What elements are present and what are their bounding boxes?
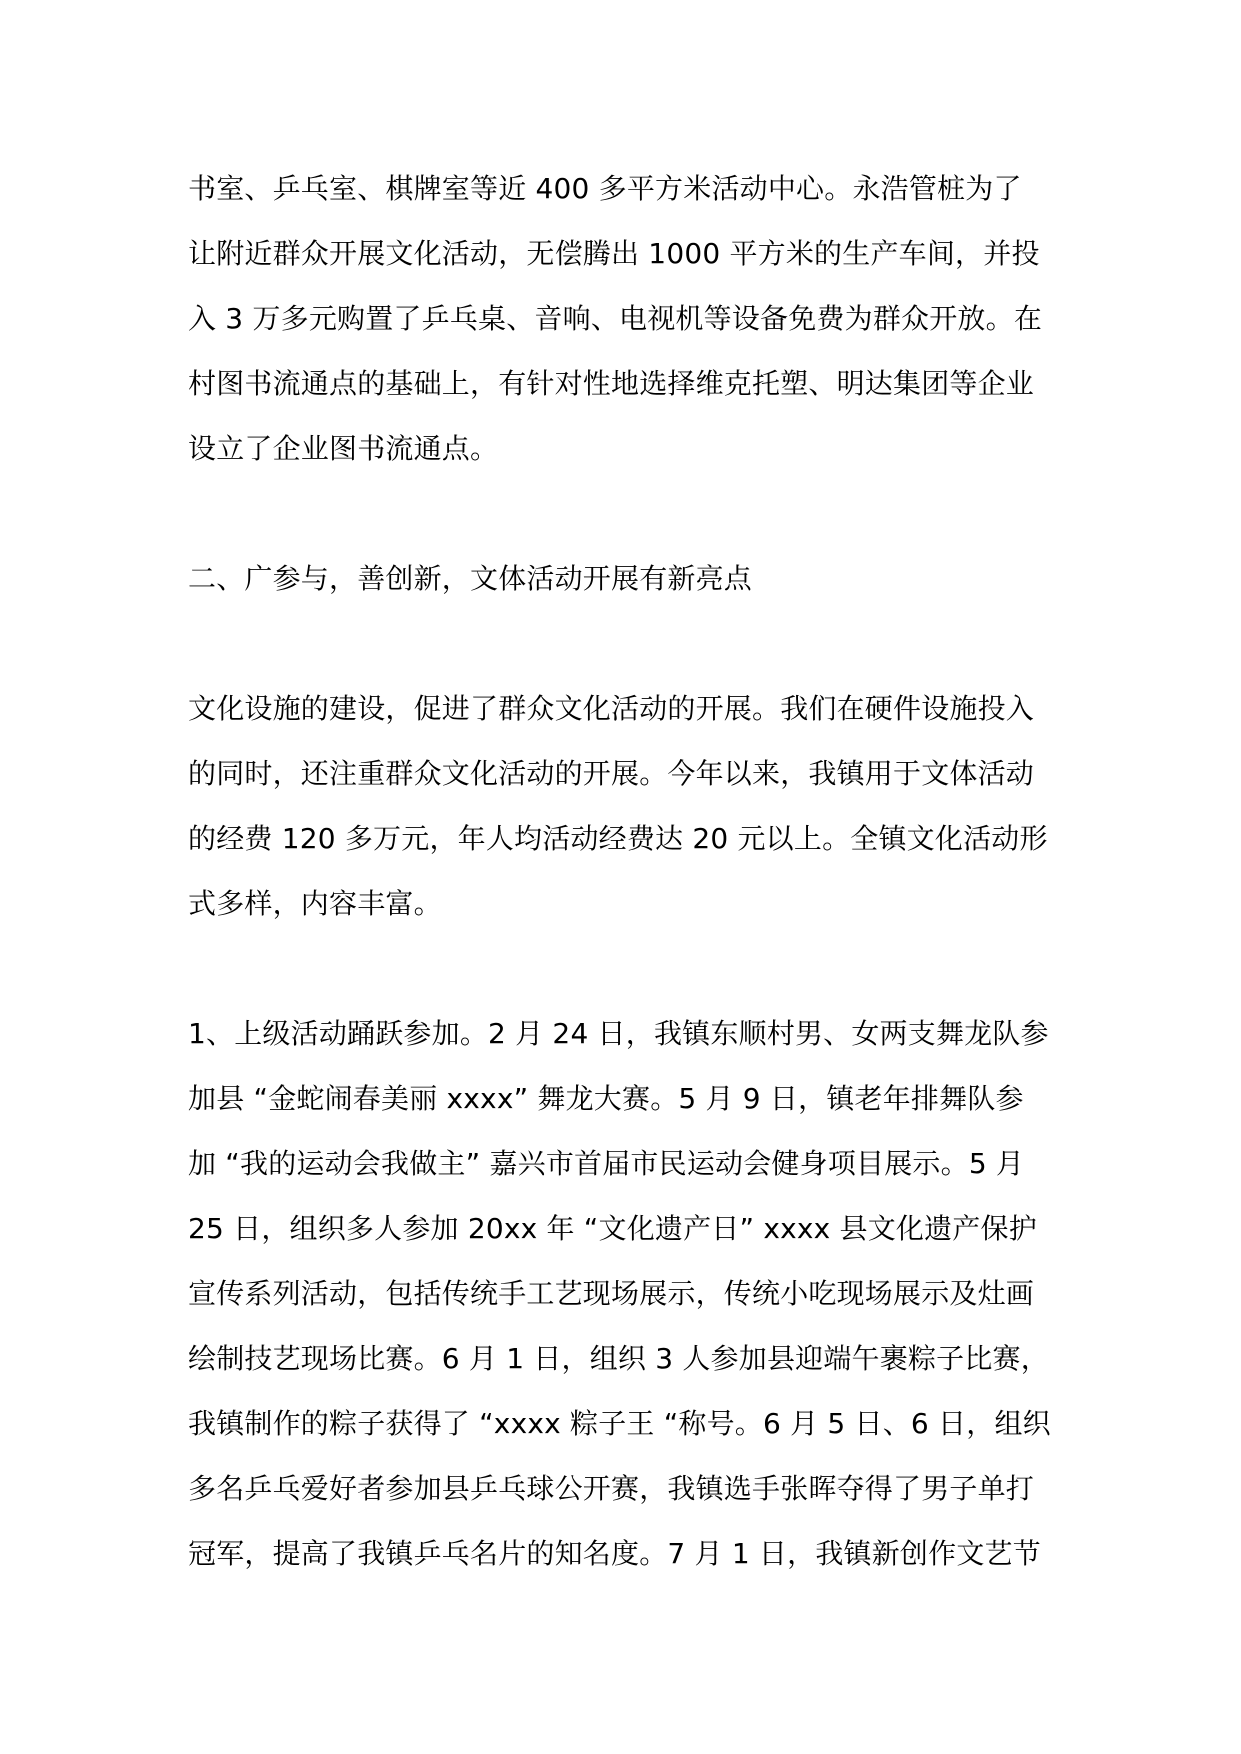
text-line: 的同时，还注重群众文化活动的开展。今年以来，我镇用于文体活动 [188,757,1035,790]
paragraph-facilities [188,156,1068,481]
text-line: 宣传系列活动，包括传统手工艺现场展示，传统小吃现场展示及灶画 [188,1277,1035,1310]
text-line: 加县 “金蛇闹春美丽 xxxx” 舞龙大赛。5 月 9 日，镇老年排舞队参 [188,1082,1024,1115]
text-line: 设立了企业图书流通点。 [188,432,499,465]
paragraph-spacer [188,936,1068,1001]
text-line: 村图书流通点的基础上，有针对性地选择维克托塑、明达集团等企业 [188,367,1035,400]
text-line: 的经费 120 多万元，年人均活动经费达 20 元以上。全镇文化活动形 [188,822,1048,855]
paragraph-activities-intro [188,676,1068,936]
text-line: 1、上级活动踊跃参加。2 月 24 日，我镇东顺村男、女两支舞龙队参 [188,1017,1049,1050]
text-line: 25 日，组织多人参加 20xx 年 “文化遗产日” xxxx 县文化遗产保护 [188,1212,1037,1245]
text-line: 多名乒乓爱好者参加县乒乓球公开赛，我镇选手张晖夺得了男子单打 [188,1472,1035,1505]
text-line: 文化设施的建设，促进了群众文化活动的开展。我们在硬件设施投入 [188,692,1035,725]
paragraph-spacer [188,611,1068,676]
section-heading [188,546,1068,611]
text-line: 冠军，提高了我镇乒乓名片的知名度。7 月 1 日，我镇新创作文艺节 [188,1537,1041,1570]
text-line: 我镇制作的粽子获得了 “xxxx 粽子王 “称号。6 月 5 日、6 日，组织 [188,1407,1051,1440]
document-body [188,156,1068,1586]
text-line: 绘制技艺现场比赛。6 月 1 日，组织 3 人参加县迎端午裹粽子比赛， [188,1342,1049,1375]
text-line: 加 “我的运动会我做主” 嘉兴市首届市民运动会健身项目展示。5 月 [188,1147,1025,1180]
text-line: 书室、乒乓室、棋牌室等近 400 多平方米活动中心。永浩管桩为了 [188,172,1022,205]
paragraph-upper-level-activities [188,1001,1068,1586]
text-line: 式多样，内容丰富。 [188,887,442,920]
paragraph-spacer [188,481,1068,546]
heading-text: 二、广参与，善创新，文体活动开展有新亮点 [188,562,753,595]
text-line: 让附近群众开展文化活动，无偿腾出 1000 平方米的生产车间，并投 [188,237,1040,270]
text-line: 入 3 万多元购置了乒乓桌、音响、电视机等设备免费为群众开放。在 [188,302,1043,335]
